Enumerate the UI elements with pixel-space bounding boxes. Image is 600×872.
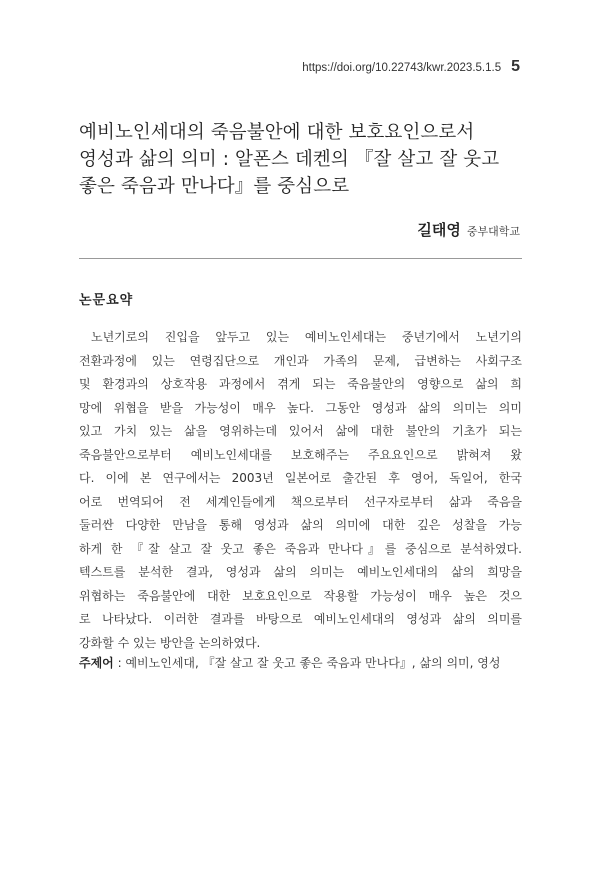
abstract-line: 위협하는 죽음불안에 대한 보호요인으로 작용할 가능성이 매우 높은 것으: [79, 588, 522, 603]
keywords-separator: :: [113, 656, 126, 670]
title-line: 예비노인세대의 죽음불안에 대한 보호요인으로서: [79, 122, 475, 143]
abstract-line: 강화할 수 있는 방안을 논의하였다.: [79, 635, 261, 650]
abstract-line: 다. 이에 본 연구에서는 2003년 일본어로 출간된 후 영어, 독일어, 한국: [79, 471, 522, 485]
abstract-line: 있고 가치 있는 삶을 영위하는데 있어서 삶에 대한 불안의 기초가 되는: [79, 424, 522, 438]
author-affiliation: 중부대학교: [466, 225, 520, 238]
keywords-block: [79, 654, 522, 671]
abstract-line: 노년기로의 진입을 앞두고 있는 예비노인세대는 중년기에서 노년기의: [91, 330, 522, 344]
page-number: 5: [511, 58, 520, 75]
abstract-line: 망에 위협을 받을 가능성이 매우 높다. 그동안 영성과 삶의 의미는 의미: [79, 400, 522, 415]
abstract-line: 로 나타났다. 이러한 결과를 바탕으로 예비노인세대의 영성과 삶의 의미를: [79, 612, 522, 626]
abstract-heading: 논문요약: [79, 293, 134, 308]
title-line: 좋은 죽음과 만나다』를 중심으로: [79, 176, 350, 197]
abstract-line: 둘러싼 다양한 만남을 통해 영성과 삶의 의미에 대한 깊은 성찰을 가능: [79, 518, 522, 532]
keywords-label: 주제어: [79, 656, 114, 670]
abstract-line: 텍스트를 분석한 결과, 영성과 삶의 의미는 예비노인세대의 삶의 희망을: [79, 565, 522, 579]
title-line: 영성과 삶의 의미 : 알폰스 데켄의 『잘 살고 잘 웃고: [79, 149, 500, 170]
author-name: 길태영: [417, 221, 461, 239]
page-header: [302, 58, 520, 76]
abstract-body: [79, 326, 522, 655]
section-divider: [79, 258, 522, 259]
paper-title: [79, 119, 539, 200]
doi-link[interactable]: https://doi.org/10.22743/kwr.2023.5.1.5: [302, 62, 502, 74]
keywords-text: 예비노인세대, 『잘 살고 잘 웃고 좋은 죽음과 만나다』, 삶의 의미, 영성: [125, 656, 501, 670]
author-block: [417, 219, 520, 240]
abstract-line: 전환과정에 있는 연령집단으로 개인과 가족의 문제, 급변하는 사회구조: [79, 353, 522, 368]
abstract-line: 하게 한 『잘 살고 잘 웃고 좋은 죽음과 만나다』를 중심으로 분석하였다.: [79, 541, 522, 556]
abstract-line: 죽음불안으로부터 예비노인세대를 보호해주는 주요요인으로 밝혀져 왔: [79, 447, 522, 462]
abstract-line: 및 환경과의 상호작용 과정에서 겪게 되는 죽음불안의 영향으로 삶의 희: [79, 377, 522, 391]
abstract-line: 어로 번역되어 전 세계인들에게 책으로부터 선구자로부터 삶과 죽음을: [79, 494, 522, 509]
